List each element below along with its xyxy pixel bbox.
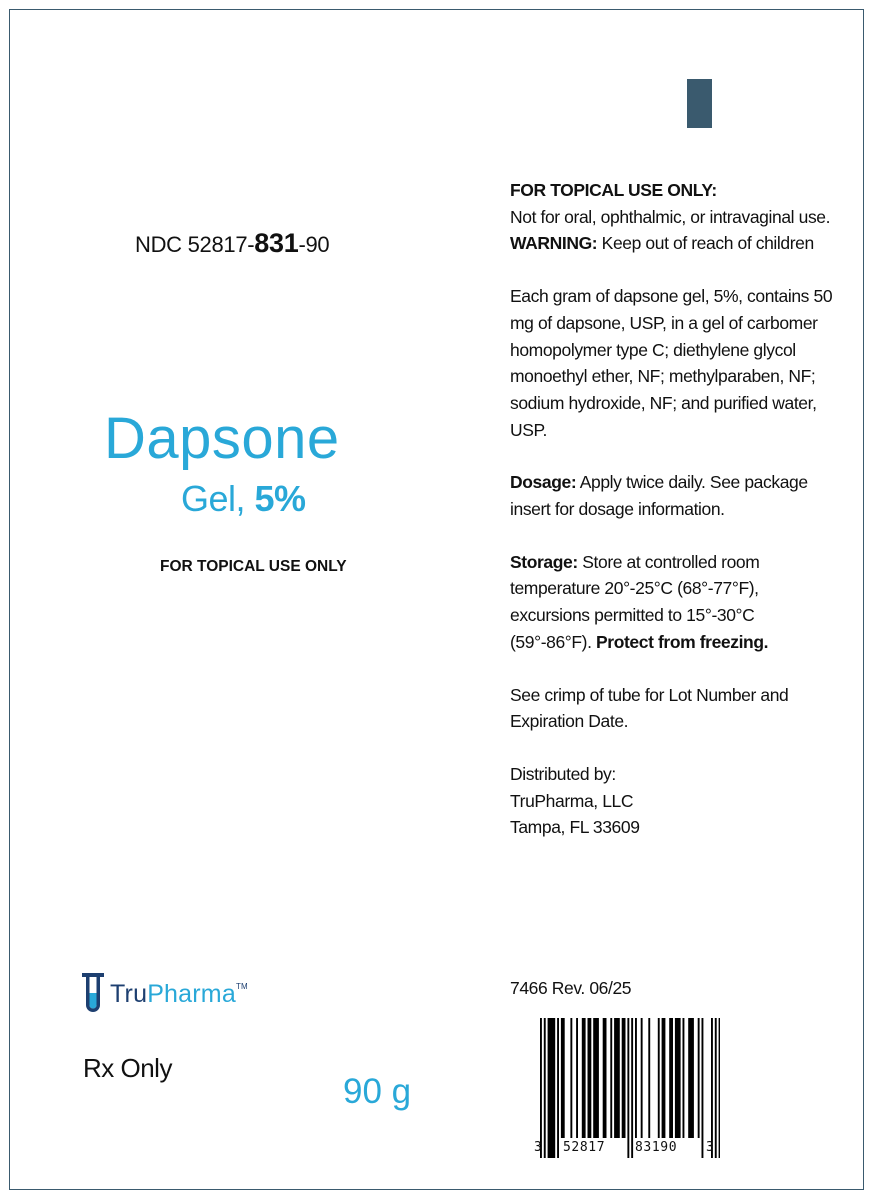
barcode-bar (548, 1018, 556, 1158)
barcode-bar (635, 1018, 637, 1138)
barcode-bar (593, 1018, 599, 1138)
barcode-bar (711, 1018, 713, 1158)
barcode-bar (588, 1018, 592, 1138)
trupharma-logo (82, 973, 248, 1015)
topical-section: FOR TOPICAL USE ONLY: Not for oral, ophthalmic, or intravaginal use. WARNING: Keep out of reach of children (510, 180, 831, 254)
barcode-bar (641, 1018, 643, 1138)
barcode-digit-right: 3 (706, 1140, 715, 1155)
revision-code: 7466 Rev. 06/25 (510, 978, 632, 998)
barcode-bar (683, 1018, 685, 1138)
rx-only: Rx Only (83, 1053, 172, 1083)
barcode (532, 1018, 720, 1166)
barcode-bar (675, 1018, 681, 1138)
barcode-bar (662, 1018, 666, 1138)
barcode-bar (561, 1018, 565, 1138)
barcode-bar (648, 1018, 650, 1138)
barcode-bar (631, 1018, 633, 1158)
product-name: Dapsone (104, 406, 340, 471)
barcode-bar (614, 1018, 620, 1138)
barcode-bar (715, 1018, 717, 1158)
barcode-digits-right: 83190 (635, 1140, 678, 1155)
dosage-section: Dosage: Apply twice daily. See package insert for dosage information. (510, 472, 808, 520)
color-swatch (687, 79, 712, 128)
barcode-bar (570, 1018, 572, 1138)
barcode-bar (702, 1018, 704, 1158)
brand-wordmark: TruPharma™ (110, 979, 248, 1008)
barcode-digits-left: 52817 (563, 1140, 606, 1155)
product-form: Gel, 5% (181, 478, 306, 519)
barcode-bar (582, 1018, 586, 1138)
barcode-bar (719, 1018, 720, 1158)
composition-section: Each gram of dapsone gel, 5%, contains 50 mg of dapsone, USP, in a gel of carbomer homopolymer type C; diethylene glycol monoethyl ether, NF; methylparaben, NF; sodium hydroxide, NF; and purified water, USP. (510, 286, 833, 440)
topical-use-notice: FOR TOPICAL USE ONLY (160, 558, 347, 575)
barcode-bar (557, 1018, 559, 1158)
barcode-bar (658, 1018, 660, 1138)
ndc-product-code: 831 (254, 228, 299, 258)
storage-section: Storage: Store at controlled room temperature 20°-25°C (68°-77°F), excursions permitted to 15°-30°C (59°-86°F). Protect from freezing. (510, 551, 769, 652)
lot-section: See crimp of tube for Lot Number and Expiration Date. (510, 684, 789, 732)
test-tube-logo-icon (82, 973, 104, 1015)
barcode-bar (603, 1018, 607, 1138)
ndc-number: NDC 52817-831-90 (135, 228, 330, 258)
barcode-digit-left: 3 (534, 1140, 543, 1155)
barcode-bar (576, 1018, 578, 1138)
product-strength: 5% (254, 478, 306, 519)
barcode-bar (610, 1018, 612, 1138)
net-quantity: 90 g (343, 1072, 412, 1111)
barcode-bar (622, 1018, 626, 1138)
info-panel (510, 177, 840, 841)
barcode-bar (544, 1018, 546, 1158)
barcode-bar (688, 1018, 694, 1138)
distributor-section: Distributed by: TruPharma, LLC Tampa, FL 33609 (510, 763, 640, 838)
barcode-bar (698, 1018, 700, 1138)
barcode-bar (627, 1018, 629, 1158)
barcode-bar (669, 1018, 673, 1138)
barcode-bar (540, 1018, 542, 1158)
